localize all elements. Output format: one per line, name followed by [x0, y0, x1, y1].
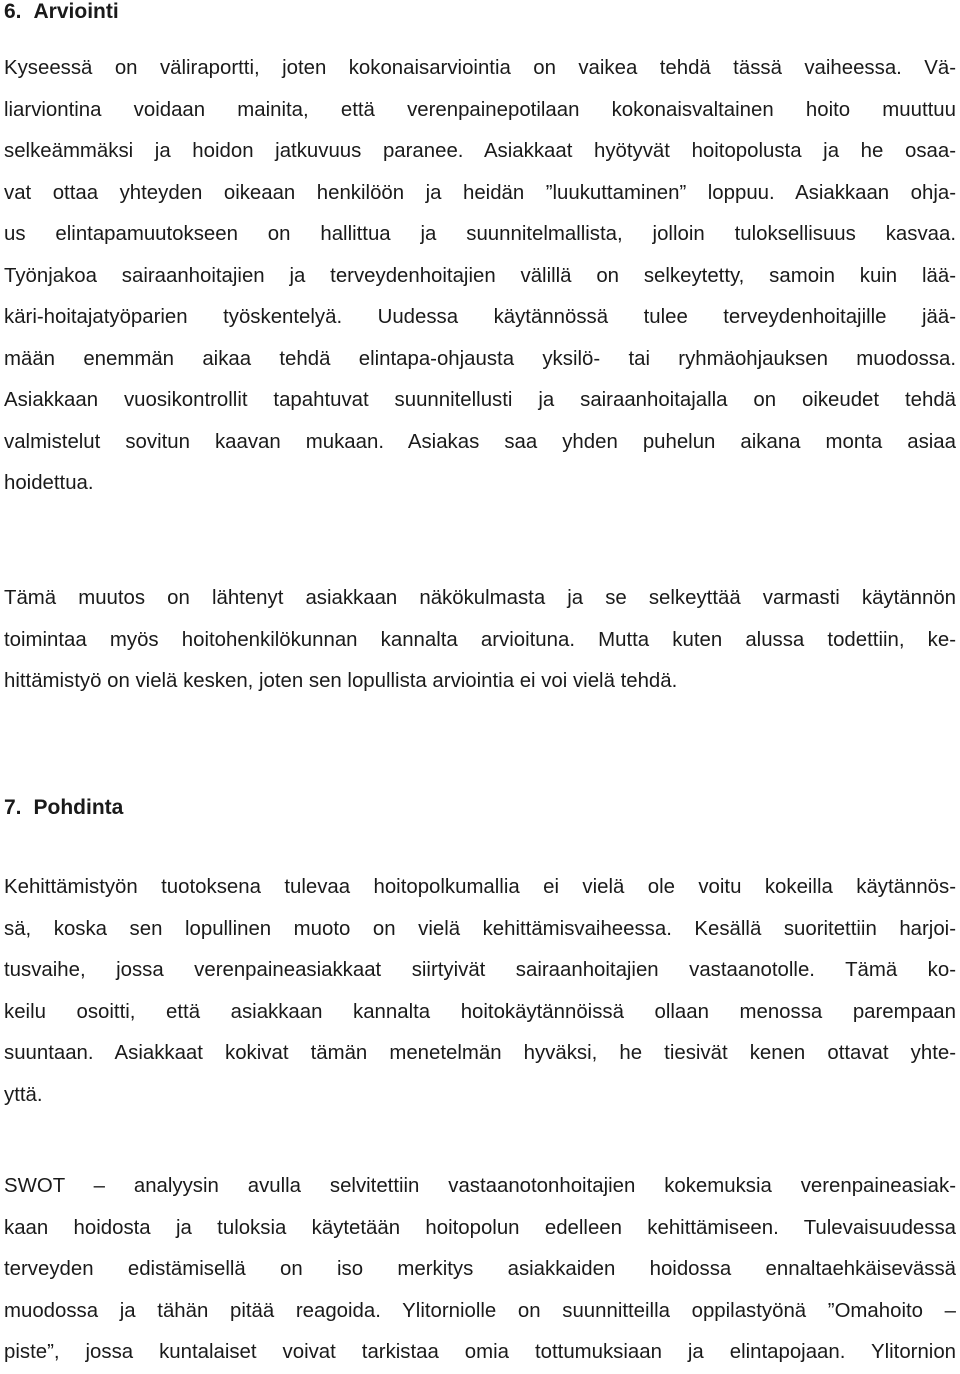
paragraph [4, 578, 956, 703]
text-line: SWOT – analyysin avulla selvitettiin vastaanotonhoitajien kokemuksia verenpaineasiak- [4, 1175, 956, 1197]
text-line: kaan hoidosta ja tuloksia käytetään hoitopolun edelleen kehittämiseen. Tulevaisuudessa [4, 1216, 956, 1239]
text-line: terveyden edistämisellä on iso merkitys asiakkaiden hoidossa ennaltaehkäisevässä [4, 1258, 956, 1280]
text-line: Kehittämistyön tuotoksena tulevaa hoitopolkumallia ei vielä ole voitu kokeilla käytännös- [4, 876, 956, 898]
text-line: valmistelut sovitun kaavan mukaan. Asiakas saa yhden puhelun aikana monta asiaa [4, 430, 956, 453]
text-line: käri-hoitajatyöparien työskentelyä. Uudessa käytännössä tulee terveydenhoitajille jää- [4, 306, 956, 328]
section-number: 7. [4, 796, 22, 819]
text-line: liarviontina voidaan mainita, että verenpainepotilaan kokonaisvaltainen hoito muuttuu [4, 98, 956, 121]
text-line: toimintaa myös hoitohenkilökunnan kannalta arvioituna. Mutta kuten alussa todettiin, ke- [4, 628, 956, 651]
text-line: vat ottaa yhteyden oikeaan henkilöön ja heidän ”luukuttaminen” loppuu. Asiakkaan ohja- [4, 181, 956, 204]
text-line: selkeämmäksi ja hoidon jatkuvuus paranee. Asiakkaat hyötyvät hoitopolusta ja he osaa- [4, 140, 956, 162]
text-line: piste”, jossa kuntalaiset voivat tarkistaa omia tottumuksiaan ja elintapojaan. Ylitornion [4, 1341, 956, 1363]
section-number: 6. [4, 0, 22, 23]
text-line: Työnjakoa sairaanhoitajien ja terveydenhoitajien välillä on selkeytetty, samoin kuin lää- [4, 264, 956, 287]
section-title: Pohdinta [33, 796, 124, 819]
section-title: Arviointi [33, 0, 119, 23]
paragraph [4, 48, 956, 505]
text-line: suuntaan. Asiakkaat kokivat tämän menetelmän hyväksi, he tiesivät kenen ottavat yhte- [4, 1042, 956, 1064]
text-line: us elintapamuutokseen on hallittua ja suunnitelmallista, jolloin tuloksellisuus kasvaa. [4, 223, 956, 245]
paragraph [4, 867, 956, 1116]
text-line: mään enemmän aikaa tehdä elintapa-ohjausta yksilö- tai ryhmäohjauksen muodossa. [4, 347, 956, 370]
text-line: Asiakkaan vuosikontrollit tapahtuvat suunnitellusti ja sairaanhoitajalla on oikeudet tehdä [4, 389, 956, 411]
text-line: Kyseessä on väliraportti, joten kokonaisarviointia on vaikea tehdä tässä vaiheessa. Vä- [4, 57, 956, 79]
text-line: muodossa ja tähän pitää reagoida. Ylitorniolle on suunnitteilla oppilastyönä ”Omahoito – [4, 1299, 956, 1322]
text-line: hittämistyö on vielä kesken, joten sen lopullista arviointia ei voi vielä tehdä. [4, 670, 678, 692]
section-6-heading [4, 0, 119, 24]
text-line: hoidettua. [4, 472, 94, 494]
text-line: yttä. [4, 1083, 43, 1106]
section-7-heading [4, 796, 123, 820]
text-line: sä, koska sen lopullinen muoto on vielä kehittämisvaiheessa. Kesällä suoritettiin harjoi- [4, 917, 956, 940]
paragraph [4, 1166, 956, 1374]
text-line: tusvaihe, jossa verenpaineasiakkaat siirtyivät sairaanhoitajien vastaanotolle. Tämä ko- [4, 959, 956, 981]
text-line: Tämä muutos on lähtenyt asiakkaan näkökulmasta ja se selkeyttää varmasti käytännön [4, 587, 956, 609]
text-line: keilu osoitti, että asiakkaan kannalta hoitokäytännöissä ollaan menossa parempaan [4, 1000, 956, 1023]
